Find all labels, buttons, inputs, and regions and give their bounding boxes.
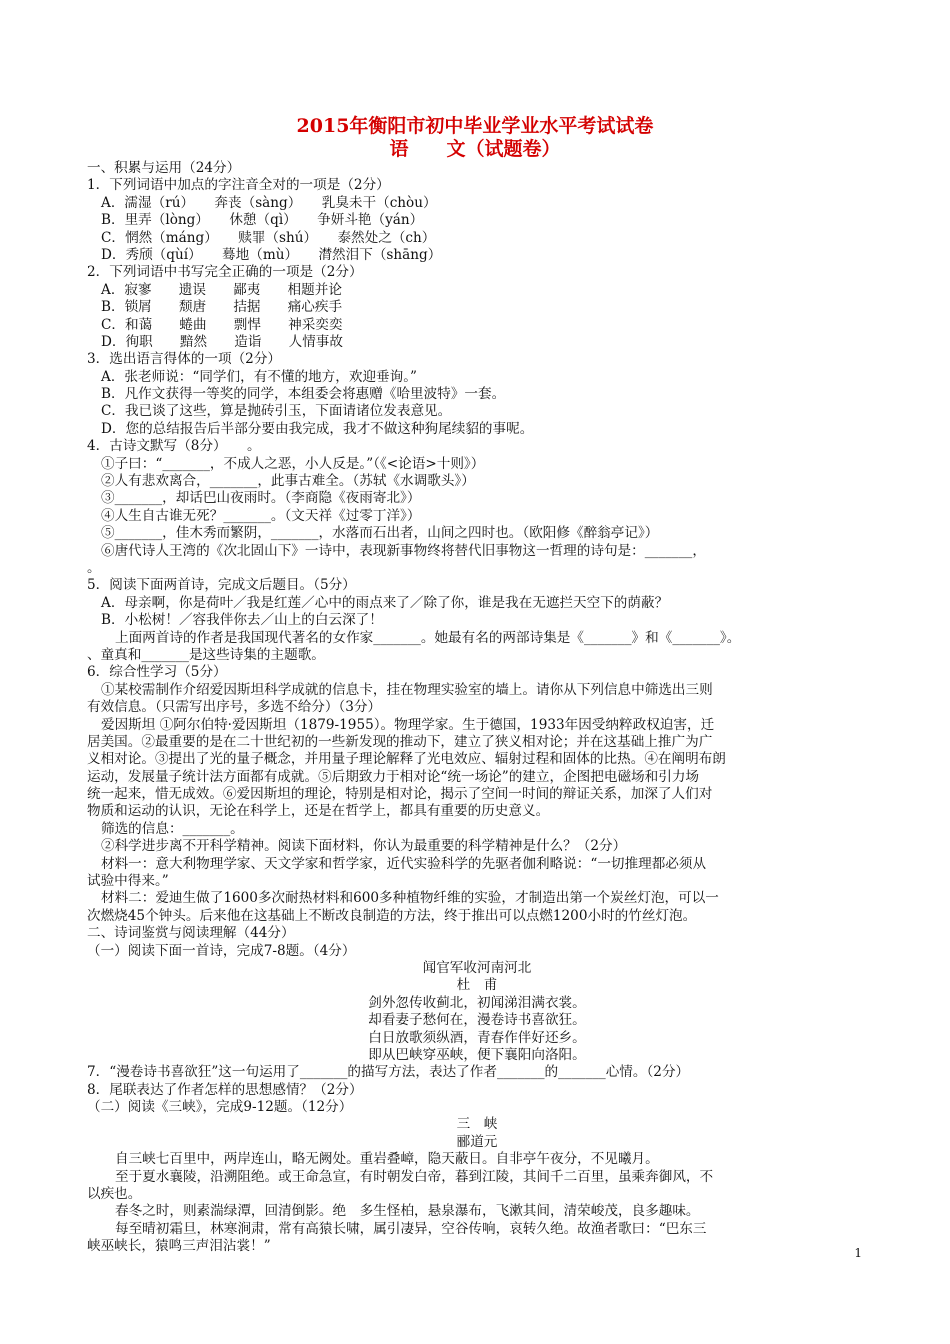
text-line: 义相对论。③提出了光的量子概念，并用量子理论解释了光电效应、辐射过程和固体的比热。④在阐明布朗 — [87, 751, 726, 768]
text-line: 运动，发展量子统计法方面都有成就。⑤后期致力于相对论“统一场论”的建立，企图把电磁场和引力场 — [87, 768, 700, 785]
text-line: 6．综合性学习（5分） — [87, 664, 227, 681]
text-line: ①某校需制作介绍爱因斯坦科学成就的信息卡，挂在物理实验室的墙上。请你从下列信息中筛选出三则 — [101, 681, 713, 698]
exam-body — [87, 160, 867, 1256]
text-line: 白日放歌须纵酒，青春作伴好还乡。 — [368, 1029, 586, 1046]
text-line: 剑外忽传收蓟北，初闻涕泪满衣裳。 — [368, 994, 586, 1011]
text-line: D．秀颀（qùí） 蓦地（mù） 潸然泪下（shāng） — [101, 246, 442, 263]
text-line: 8．尾联表达了作者怎样的思想感情？（2分） — [87, 1081, 363, 1098]
text-line: 闻官军收河南河北 — [422, 959, 532, 976]
text-line: 郦道元 — [456, 1133, 498, 1150]
text-line: 试验中得来。” — [87, 873, 169, 890]
text-line: B．小松树！／容我伴你去／山上的白云深了！ — [101, 612, 383, 629]
text-line: ④人生自古谁无死？_______。（文天祥《过零丁洋》） — [101, 507, 421, 524]
text-line: 爱因斯坦 ①阿尔伯特·爱因斯坦（1879-1955）。物理学家。生于德国，1933年因受纳粹政权迫害，迁 — [101, 716, 715, 733]
text-line: ②科学进步离不开科学精神。阅读下面材料，你认为最重要的科学精神是什么？（2分） — [101, 838, 627, 855]
exam-title: 2015年衡阳市初中毕业学业水平考试试卷 — [296, 115, 654, 137]
text-line: 以疾也。 — [87, 1186, 142, 1203]
text-line: C．我已谈了这些，算是抛砖引玉，下面请诸位发表意见。 — [101, 403, 452, 420]
text-line: 1．下列词语中加点的字注音全对的一项是（2分） — [87, 177, 390, 194]
text-line: 一、积累与运用（24分） — [87, 160, 241, 176]
text-line: 2．下列词语中书写完全正确的一项是（2分） — [87, 264, 363, 281]
text-line: 却看妻子愁何在，漫卷诗书喜欲狂。 — [368, 1012, 586, 1029]
text-line: 5．阅读下面两首诗，完成文后题目。（5分） — [87, 577, 356, 594]
text-line: 杜 甫 — [456, 977, 498, 994]
text-line: B．锁屑 颓唐 拮据 痛心疾手 — [101, 299, 343, 316]
text-line: 至于夏水襄陵，沿溯阻绝。或王命急宣，有时朝发白帝，暮到江陵，其间千二百里，虽乘奔御风，不 — [115, 1168, 714, 1185]
text-line: B．里弄（lòng） 休憩（qì） 争妍斗艳（yán） — [101, 212, 424, 229]
text-line: 7．“漫卷诗书喜欲狂”这一句运用了_______的描写方法，表达了作者_______的_______心情。（2分） — [87, 1064, 690, 1081]
text-line: 物质和运动的认识，无论在科学上，还是在哲学上，都具有重要的历史意义。 — [87, 803, 550, 820]
text-line: ⑥唐代诗人王湾的《次北固山下》一诗中，表现新事物终将替代旧事物这一哲理的诗句是：_______， — [101, 542, 706, 559]
text-line: ①子曰：“_______，不成人之恶，小人反是。”（《<论语>十则》） — [101, 455, 485, 472]
text-line: 筛选的信息：_______。 — [101, 820, 244, 837]
text-line: 每至晴初霜旦，林寒涧肃，常有高猿长啸，属引凄异，空谷传响，哀转久绝。故渔者歌曰：“巴东三 — [115, 1220, 707, 1237]
text-line: 自三峡七百里中，两岸连山，略无阙处。重岩叠嶂，隐天蔽日。自非亭午夜分，不见曦月。 — [115, 1151, 659, 1168]
text-line: 三 峡 — [456, 1116, 498, 1133]
text-line: 即从巴峡穿巫峡，便下襄阳向洛阳。 — [368, 1046, 586, 1063]
text-line: 3．选出语言得体的一项（2分） — [87, 351, 282, 368]
text-line: 居美国。②最重要的是在二十世纪初的一些新发现的推动下，建立了狭义相对论；并在这基础上推广为广 — [87, 733, 713, 750]
text-line: A．张老师说：“同学们，有不懂的地方，欢迎垂询。” — [101, 368, 417, 385]
text-line: C．和蔼 蜷曲 剽悍 神采奕奕 — [101, 316, 343, 333]
text-line: D．徇职 黯然 造诣 人情事故 — [101, 333, 343, 350]
text-line: C．惘然（máng） 赎罪（shú） 泰然处之（ch） — [101, 229, 436, 246]
text-line: 上面两首诗的作者是我国现代著名的女作家_______。她最有名的两部诗集是《_______》和《_______》。 — [115, 629, 741, 646]
text-line: 材料一：意大利物理学家、天文学家和哲学家，近代实验科学的先驱者伽利略说：“一切推理都必须从 — [101, 855, 707, 872]
text-line: 春冬之时，则素湍绿潭，回清倒影。绝 多生怪柏，悬泉瀑布，飞漱其间，清荣峻茂，良多趣味。 — [115, 1203, 700, 1220]
text-line: 4．古诗文默写（8分） 。 — [87, 438, 261, 455]
text-line: 二、诗词鉴赏与阅读理解（44分） — [87, 925, 295, 942]
page-number: 1 — [854, 1246, 862, 1260]
text-line: （二）阅读《三峡》，完成9-12题。（12分） — [87, 1099, 353, 1116]
text-line: D．您的总结报告后半部分要由我完成，我才不做这种狗尾续貂的事呢。 — [101, 420, 534, 437]
text-line: （一）阅读下面一首诗，完成7-8题。（4分） — [87, 942, 356, 959]
text-line: A．寂寥 遗误 鄙夷 相题并论 — [101, 281, 342, 298]
text-line: 、童真和_______是这些诗集的主题歌。 — [87, 646, 325, 663]
text-line: ②人有悲欢离合，_______，此事古难全。（苏轼《水调歌头》） — [101, 473, 475, 490]
exam-subtitle: 语 文（试题卷） — [389, 138, 561, 160]
text-line: B．凡作文获得一等奖的同学，本组委会将惠赠《哈里波特》一套。 — [101, 386, 506, 403]
text-line: 次燃烧45个钟头。后来他在这基础上不断改良制造的方法，终于推出可以点燃1200小时的竹丝灯泡。 — [87, 907, 697, 924]
text-line: ③_______，却话巴山夜雨时。（李商隐《夜雨寄北》） — [101, 490, 421, 507]
text-line: 有效信息。（只需写出序号，多选不给分）（3分） — [87, 699, 382, 716]
text-line: ⑤_______，佳木秀而繁阴，_______，水落而石出者，山间之四时也。（欧阳修《醉翁亭记》） — [101, 525, 659, 542]
text-line: A．濡湿（rú） 奔丧（sàng） 乳臭未干（chòu） — [101, 194, 437, 211]
text-line: 。 — [87, 559, 101, 576]
text-line: 材料二：爱迪生做了1600多次耐热材料和600多种植物纤维的实验，才制造出第一个炭丝灯泡，可以一 — [101, 890, 719, 907]
text-line: 峡巫峡长，猿鸣三声泪沾裳！” — [87, 1238, 271, 1255]
text-line: 统一起来，惜无成效。⑥爱因斯坦的理论，特别是相对论，揭示了空间一时间的辩证关系，加深了人们对 — [87, 786, 713, 803]
text-line: A．母亲啊，你是荷叶／我是红莲／心中的雨点来了／除了你，谁是我在无遮拦天空下的荫蔽？ — [101, 594, 669, 611]
